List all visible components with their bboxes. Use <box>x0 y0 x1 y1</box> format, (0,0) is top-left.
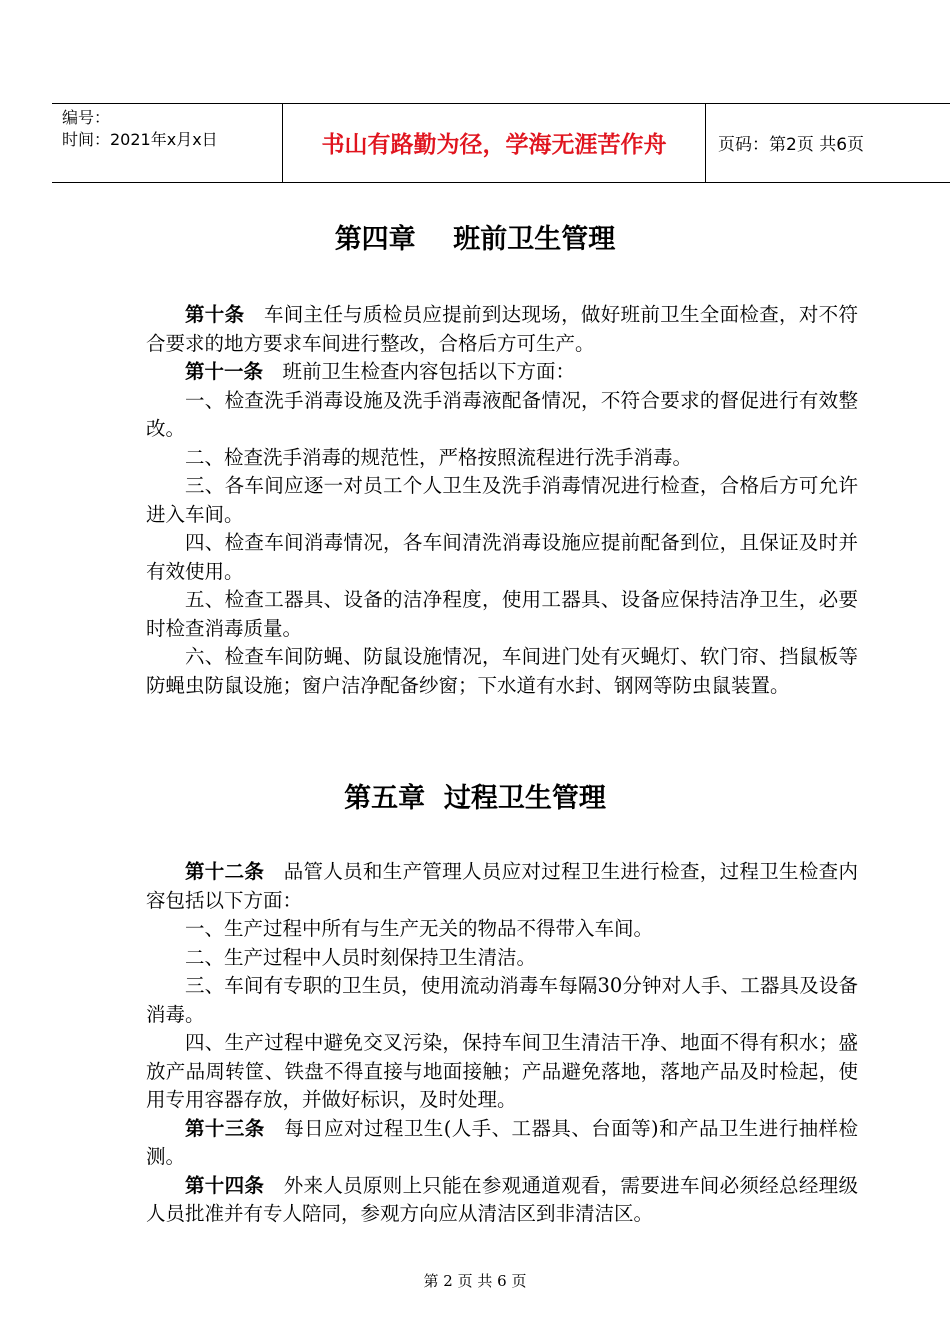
paragraph-text: 六、检查车间防蝇、防鼠设施情况，车间进门处有灭蝇灯、软门帘、挡鼠板等防蝇虫防鼠设施；窗户洁净配备纱窗；下水道有水封、钢网等防虫鼠装置。 <box>146 645 858 697</box>
paragraph <box>146 915 858 944</box>
header-motto-cell <box>283 104 706 182</box>
paragraph <box>146 472 858 529</box>
paragraph-text: 二、检查洗手消毒的规范性，严格按照流程进行洗手消毒。 <box>185 445 693 469</box>
paragraph <box>146 358 858 387</box>
paragraph <box>146 972 858 1029</box>
paragraph-text: 班前卫生检查内容包括以下方面： <box>282 360 576 383</box>
page-footer: 第 2 页 共 6 页 <box>423 1272 527 1290</box>
paragraph-text: 一、生产过程中所有与生产无关的物品不得带入车间。 <box>185 917 654 940</box>
paragraph-text: 三、各车间应逐一对员工个人卫生及洗手消毒情况进行检查，合格后方可允许进入车间。 <box>146 474 858 526</box>
chapter-5-body <box>146 858 858 1229</box>
article-label: 第十条 <box>185 303 245 326</box>
paragraph <box>146 858 858 915</box>
paragraph <box>146 444 858 473</box>
paragraph <box>146 529 858 586</box>
paragraph-text: 五、检查工器具、设备的洁净程度，使用工器具、设备应保持洁净卫生，必要时检查消毒质量。 <box>146 588 858 640</box>
paragraph <box>146 1029 858 1115</box>
paragraph-text: 品管人员和生产管理人员应对过程卫生进行检查，过程卫生检查内容包括以下方面： <box>146 860 858 912</box>
paragraph-text: 外来人员原则上只能在参观通道观看，需要进车间必须经总经理级人员批准并有专人陪同，参观方向应从清洁区到非清洁区。 <box>146 1173 858 1225</box>
article-label: 第十一条 <box>185 360 264 383</box>
paragraph-text: 每日应对过程卫生(人手、工器具、台面等)和产品卫生进行抽样检测。 <box>146 1116 858 1168</box>
paragraph-text: 一、检查洗手消毒设施及洗手消毒液配备情况，不符合要求的督促进行有效整改。 <box>146 388 858 440</box>
paragraph <box>146 301 858 358</box>
paragraph <box>146 1172 858 1229</box>
paragraph <box>146 586 858 643</box>
paragraph-text: 车间主任与质检员应提前到达现场，做好班前卫生全面检查，对不符合要求的地方要求车间进行整改，合格后方可生产。 <box>146 303 858 355</box>
paragraph-text: 三、车间有专职的卫生员，使用流动消毒车每隔30分钟对人手、工器具及设备消毒。 <box>146 974 858 1026</box>
paragraph <box>146 1115 858 1172</box>
paragraph <box>146 944 858 973</box>
article-label: 第十四条 <box>185 1173 265 1197</box>
paragraph <box>146 387 858 444</box>
number-label: 编号： <box>62 108 111 127</box>
document-header <box>52 103 950 183</box>
chapter-4-body <box>146 301 858 700</box>
header-page-cell <box>706 104 950 182</box>
paragraph-text: 四、检查车间消毒情况，各车间清洗消毒设施应提前配备到位，且保证及时并有效使用。 <box>146 531 858 583</box>
article-label: 第十二条 <box>185 860 265 883</box>
motto-text: 书山有路勤为径，学海无涯苦作舟 <box>321 132 667 158</box>
time-label: 时间：2021年x月x日 <box>62 130 218 149</box>
page-info: 页码：第2页 共6页 <box>718 135 865 155</box>
paragraph-text: 二、生产过程中人员时刻保持卫生清洁。 <box>185 945 537 969</box>
chapter-5-title: 第五章 过程卫生管理 <box>344 783 606 814</box>
paragraph-text: 四、生产过程中避免交叉污染，保持车间卫生清洁干净、地面不得有积水；盛放产品周转筐、铁盘不得直接与地面接触；产品避免落地，落地产品及时检起，使用专用容器存放，并做好标识，及时处理。 <box>146 1031 858 1111</box>
chapter-4-title: 第四章 班前卫生管理 <box>334 224 616 255</box>
paragraph <box>146 643 858 700</box>
header-meta-cell <box>52 104 283 182</box>
article-label: 第十三条 <box>185 1116 265 1140</box>
